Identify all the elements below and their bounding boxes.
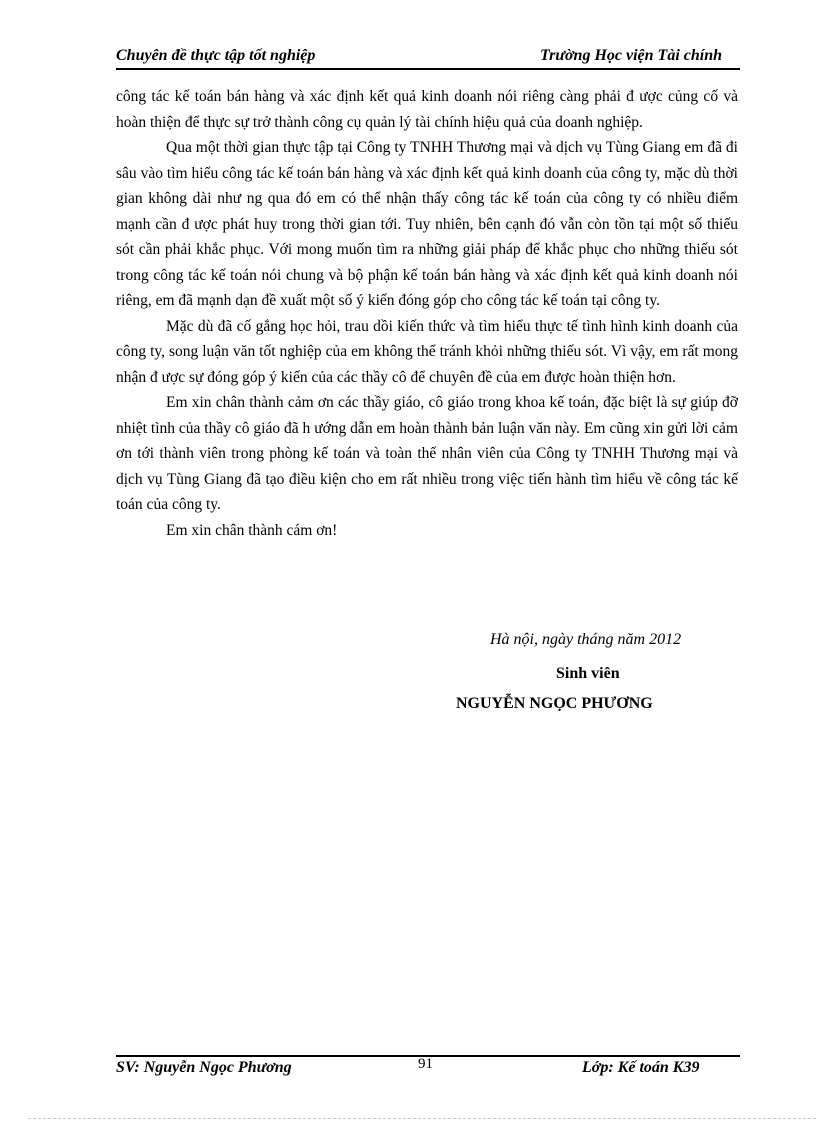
signature-role: Sinh viên <box>556 665 620 682</box>
paragraph-1: công tác kế toán bán hàng và xác định kết quả kinh doanh nói riêng càng phải đ ược củng cố và hoàn thiện để thực sự trở thành công cụ quản lý tài chính hiệu quả của doanh nghiệp. <box>116 88 738 131</box>
document-body <box>116 84 738 543</box>
page-edge-divider <box>28 1118 816 1119</box>
page-number: 91 <box>418 1056 433 1072</box>
paragraph-5: Em xin chân thành cám ơn! <box>166 521 338 539</box>
page-header <box>116 44 740 70</box>
header-institution: Trường Học viện Tài chính <box>539 47 722 64</box>
signature-date: Hà nội, ngày tháng năm 2012 <box>490 631 682 648</box>
footer-student: SV: Nguyễn Ngọc Phương <box>116 1059 292 1076</box>
paragraph-3: Mặc dù đã cố gắng học hỏi, trau dồi kiến thức và tìm hiểu thực tế tình hình kinh doanh của công ty, song luận văn tốt nghiệp của em không thể tránh khỏi những thiếu sót. Vì vậy, em rất mong nhận đ ược sự đóng góp ý kiến của các thầy cô để chuyên đề của em được hoàn thiện hơn. <box>116 317 738 386</box>
paragraph-4: Em xin chân thành cảm ơn các thầy giáo, cô giáo trong khoa kế toán, đặc biệt là sự giúp đỡ nhiệt tình của thầy cô giáo đã h ướng dẫn em hoàn thành bản luận văn này. Em cũng xin gửi lời cảm ơn tới thành viên trong phòng kế toán và toàn thể nhân viên của Công ty TNHH Thương mại và dịch vụ Tùng Giang đã tạo điều kiện cho em rất nhiều trong việc tiến hành tìm hiểu về công tác kế toán của công ty. <box>116 394 738 513</box>
paragraph-2: Qua một thời gian thực tập tại Công ty TNHH Thương mại và dịch vụ Tùng Giang em đã đi sâu vào tìm hiểu công tác kế toán bán hàng và xác định kết quả kinh doanh của công ty, mặc dù thời gian không dài như ng qua đó em có thể nhận thấy công tác kế toán của công ty có nhiều điểm mạnh cần đ ược phát huy trong thời gian tới. Tuy nhiên, bên cạnh đó vẫn còn tồn tại một số thiếu sót cần phải khắc phục. Với mong muốn tìm ra những giải pháp để khắc phục cho những thiếu sót trong công tác kế toán nói chung và bộ phận kế toán bán hàng và xác định kết quả kinh doanh nói riêng, em đã mạnh dạn đề xuất một số ý kiến đóng góp cho công tác kế toán tại công ty. <box>116 139 738 309</box>
footer-class: Lớp: Kế toán K39 <box>582 1059 700 1076</box>
signature-name: NGUYỄN NGỌC PHƯƠNG <box>456 695 653 712</box>
header-document-title: Chuyên đề thực tập tốt nghiệp <box>116 47 316 64</box>
